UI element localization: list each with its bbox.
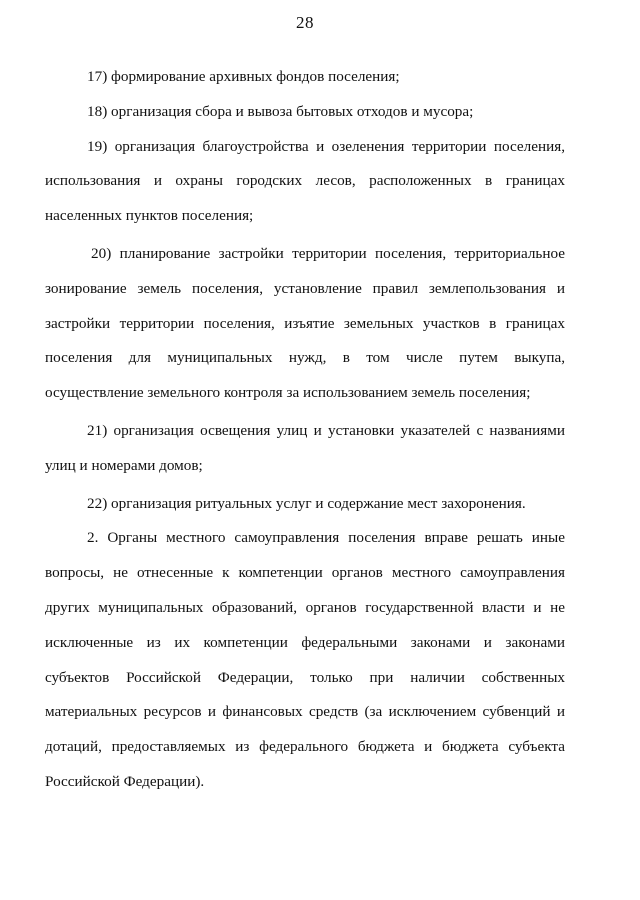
paragraph-line: 22) организация ритуальных услуг и содержание мест захоронения. bbox=[87, 494, 526, 512]
paragraph-line: 20) планирование застройки территории поселения, территориальное bbox=[91, 244, 565, 262]
list-item-22 bbox=[45, 487, 565, 522]
list-item-18 bbox=[45, 95, 565, 130]
paragraph-line: субъектов Российской Федерации, только при наличии собственных bbox=[45, 668, 565, 686]
paragraph-line: дотаций, предоставляемых из федерального бюджета и бюджета субъекта bbox=[45, 738, 565, 756]
paragraph-line: населенных пунктов поселения; bbox=[45, 207, 254, 225]
list-item-19 bbox=[45, 130, 565, 234]
paragraph-line: 17) формирование архивных фондов поселения; bbox=[87, 68, 400, 85]
paragraph-line: 18) организация сбора и вывоза бытовых отходов и мусора; bbox=[87, 102, 474, 120]
list-item-20 bbox=[45, 237, 565, 411]
list-item-21 bbox=[45, 414, 565, 484]
paragraph-line: улиц и номерами домов; bbox=[45, 456, 203, 474]
page-number: 28 bbox=[296, 13, 314, 32]
paragraph-line: 19) организация благоустройства и озеленения территории поселения, bbox=[87, 137, 565, 155]
paragraph-line: материальных ресурсов и финансовых средств (за исключением субвенций и bbox=[45, 703, 565, 721]
paragraph-line: зонирование земель поселения, установление правил землепользования и bbox=[45, 279, 565, 297]
paragraph-line: других муниципальных образований, органов государственной власти и не bbox=[45, 598, 565, 616]
paragraph-line: использования и охраны городских лесов, расположенных в границах bbox=[45, 172, 565, 190]
paragraph-line: исключенные из их компетенции федеральными законами и законами bbox=[45, 633, 565, 651]
paragraph-line: 2. Органы местного самоуправления поселения вправе решать иные bbox=[87, 529, 565, 547]
document-body bbox=[45, 60, 565, 800]
section-2-paragraph bbox=[45, 521, 565, 799]
list-item-17 bbox=[45, 60, 565, 95]
paragraph-line: вопросы, не отнесенные к компетенции органов местного самоуправления bbox=[45, 564, 565, 582]
paragraph-line: осуществление земельного контроля за использованием земель поселения; bbox=[45, 384, 531, 402]
paragraph-line: Российской Федерации). bbox=[45, 772, 205, 790]
paragraph-line: 21) организация освещения улиц и установки указателей с названиями bbox=[87, 421, 565, 439]
paragraph-line: застройки территории поселения, изъятие земельных участков в границах bbox=[45, 314, 565, 332]
paragraph-line: поселения для муниципальных нужд, в том числе путем выкупа, bbox=[45, 349, 565, 367]
